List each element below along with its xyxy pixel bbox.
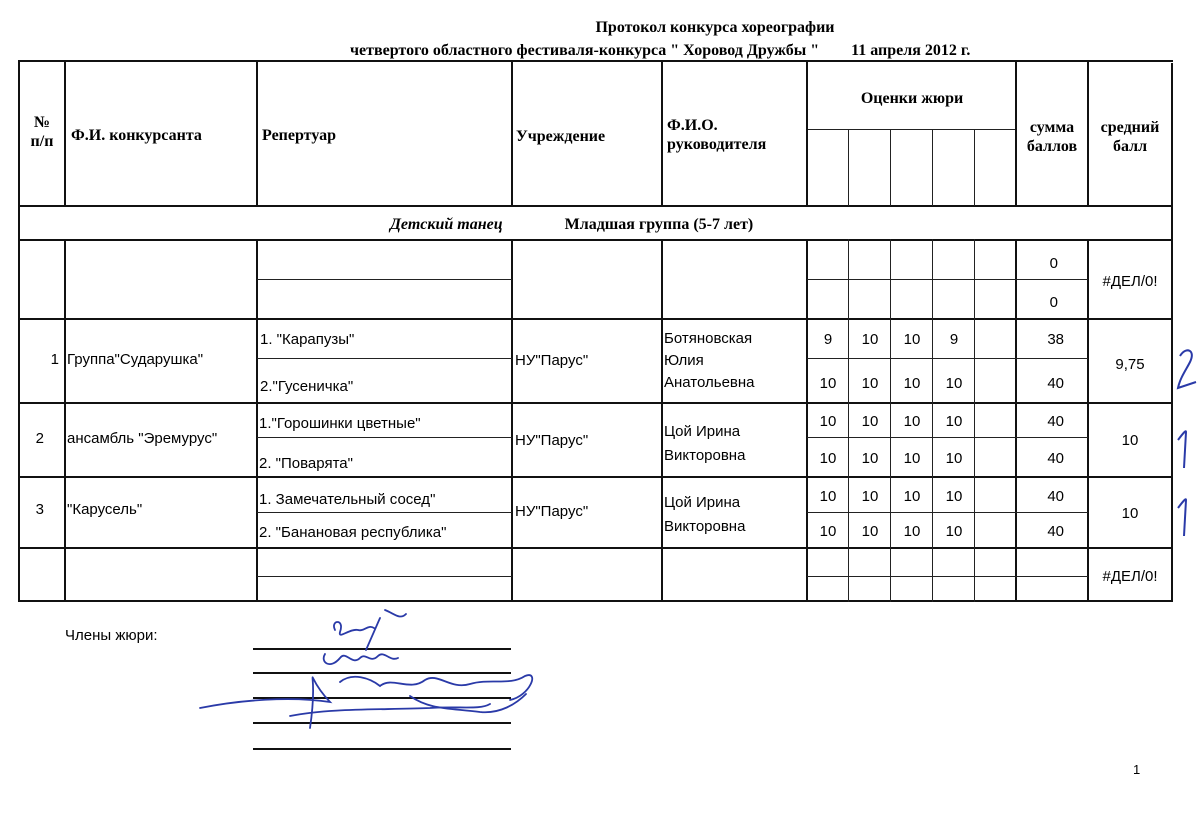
contestant-name: "Карусель" xyxy=(67,501,143,518)
average-score: 10 xyxy=(1121,505,1139,522)
empty-row-sum-1: 0 xyxy=(1049,255,1058,272)
contestant-name: Группа"Сударушка" xyxy=(67,351,204,368)
place-mark-label: 2 xyxy=(1174,352,1175,353)
sum-cell: 40 xyxy=(1047,375,1064,392)
handwritten-place-marks xyxy=(1172,340,1200,540)
leader-name: Цой Ирина Викторовна xyxy=(664,423,746,464)
score-cell: 10 xyxy=(903,331,921,348)
festival-name: четвертого областного фестиваля-конкурса " Хоровод Дружбы " xyxy=(350,42,820,59)
leader-name: Ботяновская Юлия Анатольевна xyxy=(664,330,755,391)
sum-cell: 40 xyxy=(1047,413,1064,430)
empty-row-average: #ДЕЛ/0! xyxy=(1102,568,1158,585)
page-number: 1 xyxy=(1133,762,1141,777)
section-age-group: Младшая группа (5-7 лет) xyxy=(564,216,754,233)
repertoire-piece-1: 1. "Карапузы" xyxy=(260,331,355,348)
jury-members-label: Члены жюри: xyxy=(65,627,158,644)
header-jury-scores: Оценки жюри xyxy=(860,90,964,107)
repertoire-piece-1: 1. Замечательный сосед" xyxy=(259,491,436,508)
score-cell: 10 xyxy=(945,523,963,540)
score-cell: 10 xyxy=(945,488,963,505)
empty-row-average: #ДЕЛ/0! xyxy=(1102,273,1158,290)
score-cell: 10 xyxy=(819,450,837,467)
protocol-date: 11 апреля 2012 г. xyxy=(851,42,971,59)
score-cell: 10 xyxy=(945,413,963,430)
score-cell: 10 xyxy=(861,375,879,392)
score-cell: 10 xyxy=(945,450,963,467)
protocol-subtitle xyxy=(350,42,970,60)
leader-name: Цой Ирина Викторовна xyxy=(664,494,746,535)
protocol-title: Протокол конкурса хореографии xyxy=(595,19,835,36)
sum-cell: 40 xyxy=(1047,488,1064,505)
institution: НУ"Парус" xyxy=(515,432,589,449)
section-category: Детский танец xyxy=(390,216,503,233)
score-cell: 10 xyxy=(861,488,879,505)
sum-cell: 38 xyxy=(1047,331,1064,348)
score-cell: 10 xyxy=(819,413,837,430)
score-cell: 10 xyxy=(903,450,921,467)
header-leader: Ф.И.О. руководителя xyxy=(667,117,767,153)
repertoire-piece-2: 2. "Банановая республика" xyxy=(259,524,447,541)
row-number: 2 xyxy=(35,430,44,447)
repertoire-piece-1: 1."Горошинки цветные" xyxy=(259,415,421,432)
score-cell: 10 xyxy=(819,375,837,392)
header-average: средний балл xyxy=(1100,119,1160,155)
row-number: 3 xyxy=(35,501,44,518)
repertoire-piece-2: 2."Гусеничка" xyxy=(260,378,354,395)
header-institution: Учреждение xyxy=(516,128,606,145)
jury-signatures xyxy=(180,600,560,750)
sum-cell: 40 xyxy=(1047,523,1064,540)
average-score: 10 xyxy=(1121,432,1139,449)
institution: НУ"Парус" xyxy=(515,503,589,520)
score-cell: 10 xyxy=(819,523,837,540)
header-repertoire: Репертуар xyxy=(262,127,337,144)
score-cell: 10 xyxy=(903,488,921,505)
institution: НУ"Парус" xyxy=(515,352,589,369)
score-cell: 10 xyxy=(903,413,921,430)
score-cell: 10 xyxy=(945,375,963,392)
repertoire-piece-2: 2. "Поварята" xyxy=(259,455,353,472)
header-sum: сумма баллов xyxy=(1026,119,1078,155)
row-number: 1 xyxy=(50,351,59,368)
contestant-name: ансамбль "Эремурус" xyxy=(67,430,218,447)
score-cell: 10 xyxy=(819,488,837,505)
score-cell: 10 xyxy=(861,413,879,430)
score-cell: 10 xyxy=(903,523,921,540)
score-cell: 9 xyxy=(949,331,959,348)
score-cell: 10 xyxy=(903,375,921,392)
average-score: 9,75 xyxy=(1115,356,1145,373)
header-name: Ф.И. конкурсанта xyxy=(71,127,202,144)
header-number: № п/п xyxy=(30,114,54,150)
score-cell: 10 xyxy=(861,523,879,540)
section-heading xyxy=(390,215,753,234)
score-cell: 10 xyxy=(861,331,879,348)
empty-row-sum-2: 0 xyxy=(1049,294,1058,311)
score-cell: 10 xyxy=(861,450,879,467)
sum-cell: 40 xyxy=(1047,450,1064,467)
score-cell: 9 xyxy=(823,331,833,348)
